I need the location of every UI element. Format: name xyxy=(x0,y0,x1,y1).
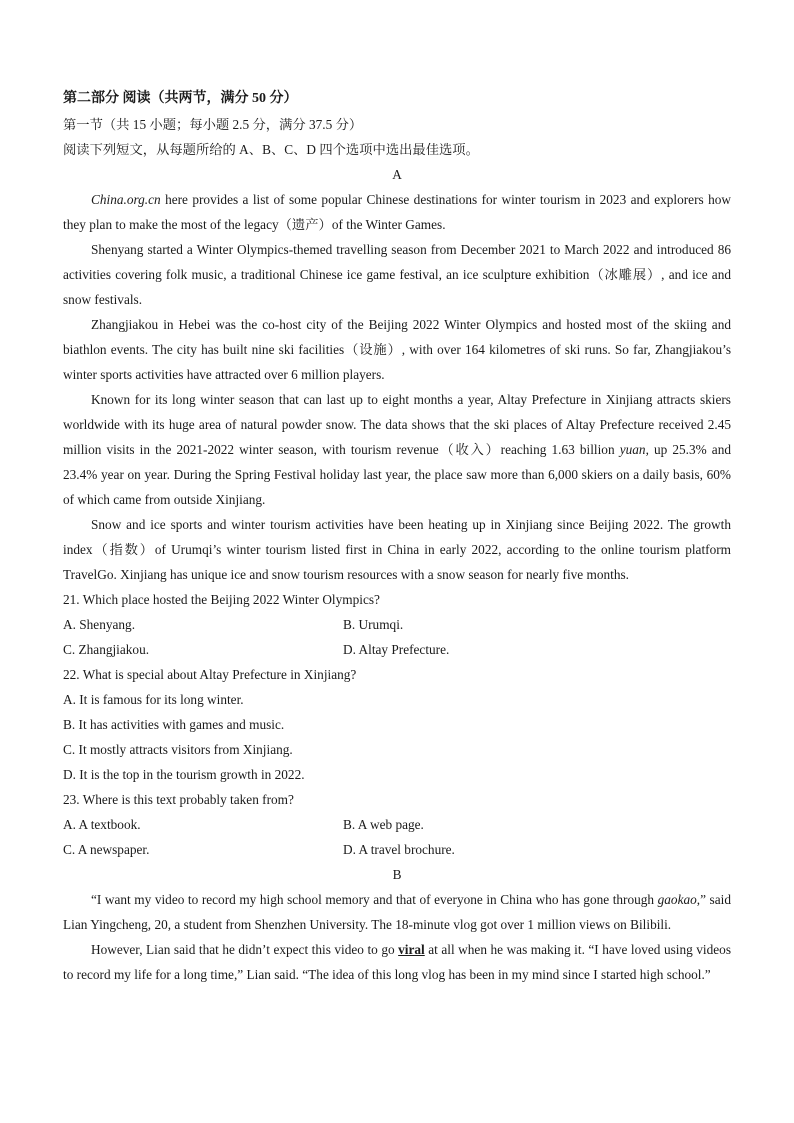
paragraph-text: at all when he was making it. “I have loved using videos to record my life for a long time,” Lian said. “The idea of this long vlog has been in my mind since I started high school.” xyxy=(63,942,731,982)
question-21-stem: 21. Which place hosted the Beijing 2022 Winter Olympics? xyxy=(63,592,380,607)
option-b: B. Urumqi. xyxy=(343,617,404,632)
source-name: China.org.cn xyxy=(91,192,161,207)
passage-a-paragraph-1 xyxy=(63,187,731,237)
passage-a-letter: A xyxy=(392,167,402,182)
paragraph-text: ,” said Lian Yingcheng, 20, a student from Shenzhen University. The 18-minute vlog got over 1 million views on Bilibili. xyxy=(63,892,731,932)
passage-b-paragraph-2 xyxy=(63,937,731,987)
passage-a-paragraph-4 xyxy=(63,387,731,512)
option-d: D. Altay Prefecture. xyxy=(343,642,450,657)
question-23-options-row-2 xyxy=(63,837,731,862)
paragraph-text: “I want my video to record my high school memory and that of everyone in China who has gone through xyxy=(91,892,658,907)
passage-b-paragraph-1 xyxy=(63,887,731,937)
question-23-stem: 23. Where is this text probably taken from? xyxy=(63,792,294,807)
part-title: 第二部分 阅读（共两节，满分 50 分） xyxy=(63,91,298,106)
option-b: B. It has activities with games and music. xyxy=(63,717,285,732)
option-a: A. A textbook. xyxy=(63,817,141,832)
passage-a-paragraph-2: Shenyang started a Winter Olympics-themed travelling season from December 2021 to March 2022 and introduced 86 activities covering folk music, a traditional Chinese ice game festival, an ice sculpture exhibition（冰雕展）, and ice and snow festivals. xyxy=(63,242,731,307)
underlined-word: viral xyxy=(398,942,425,957)
passage-a-paragraph-5: Snow and ice sports and winter tourism activities have been heating up in Xinjiang since Beijing 2022. The growth index（指数）of Urumqi’s winter tourism listed first in China in early 2022, according to the online tourism platform TravelGo. Xinjiang has unique ice and snow tourism resources with a snow season for nearly five months. xyxy=(63,517,731,582)
instruction: 阅读下列短文，从每题所给的 A、B、C、D 四个选项中选出最佳选项。 xyxy=(63,142,479,157)
question-22-stem: 22. What is special about Altay Prefecture in Xinjiang? xyxy=(63,667,357,682)
section-title: 第一节（共 15 小题；每小题 2.5 分，满分 37.5 分） xyxy=(63,117,363,132)
question-21-options-row-2 xyxy=(63,637,731,662)
option-b: B. A web page. xyxy=(343,817,424,832)
passage-b-letter: B xyxy=(392,867,402,882)
question-21-options-row-1 xyxy=(63,612,731,637)
option-a: A. It is famous for its long winter. xyxy=(63,692,244,707)
exam-page xyxy=(63,86,731,987)
paragraph-text: here provides a list of some popular Chinese destinations for winter tourism in 2023 and explorers how they plan to make the most of the legacy（遗产）of the Winter Games. xyxy=(63,192,731,232)
option-c: C. It mostly attracts visitors from Xinjiang. xyxy=(63,742,293,757)
option-c: C. A newspaper. xyxy=(63,842,150,857)
option-a: A. Shenyang. xyxy=(63,617,136,632)
question-23-options-row-1 xyxy=(63,812,731,837)
passage-a-paragraph-3: Zhangjiakou in Hebei was the co-host city of the Beijing 2022 Winter Olympics and hosted most of the skiing and biathlon events. The city has built nine ski facilities（设施）, with over 164 kilometres of ski runs. So far, Zhangjiakou’s winter sports activities have attracted over 6 million players. xyxy=(63,317,731,382)
paragraph-text: , up 25.3% and 23.4% year on year. During the Spring Festival holiday last year, the place saw more than 6,000 skiers on a daily basis, 60% of which came from outside Xinjiang. xyxy=(63,442,732,507)
paragraph-text: However, Lian said that he didn’t expect this video to go xyxy=(91,942,399,957)
option-d: D. It is the top in the tourism growth in 2022. xyxy=(63,767,305,782)
paragraph-text: Known for its long winter season that can last up to eight months a year, Altay Prefecture in Xinjiang attracts skiers worldwide with its huge area of natural powder snow. The data shows that the ski places of Altay Prefecture received 2.45 million visits in the 2021-2022 winter season, with tourism revenue（收入）reaching 1.63 billion xyxy=(63,392,731,457)
option-c: C. Zhangjiakou. xyxy=(63,642,150,657)
gaokao-word: gaokao xyxy=(657,892,697,907)
option-d: D. A travel brochure. xyxy=(343,842,455,857)
currency-word: yuan xyxy=(619,442,646,457)
